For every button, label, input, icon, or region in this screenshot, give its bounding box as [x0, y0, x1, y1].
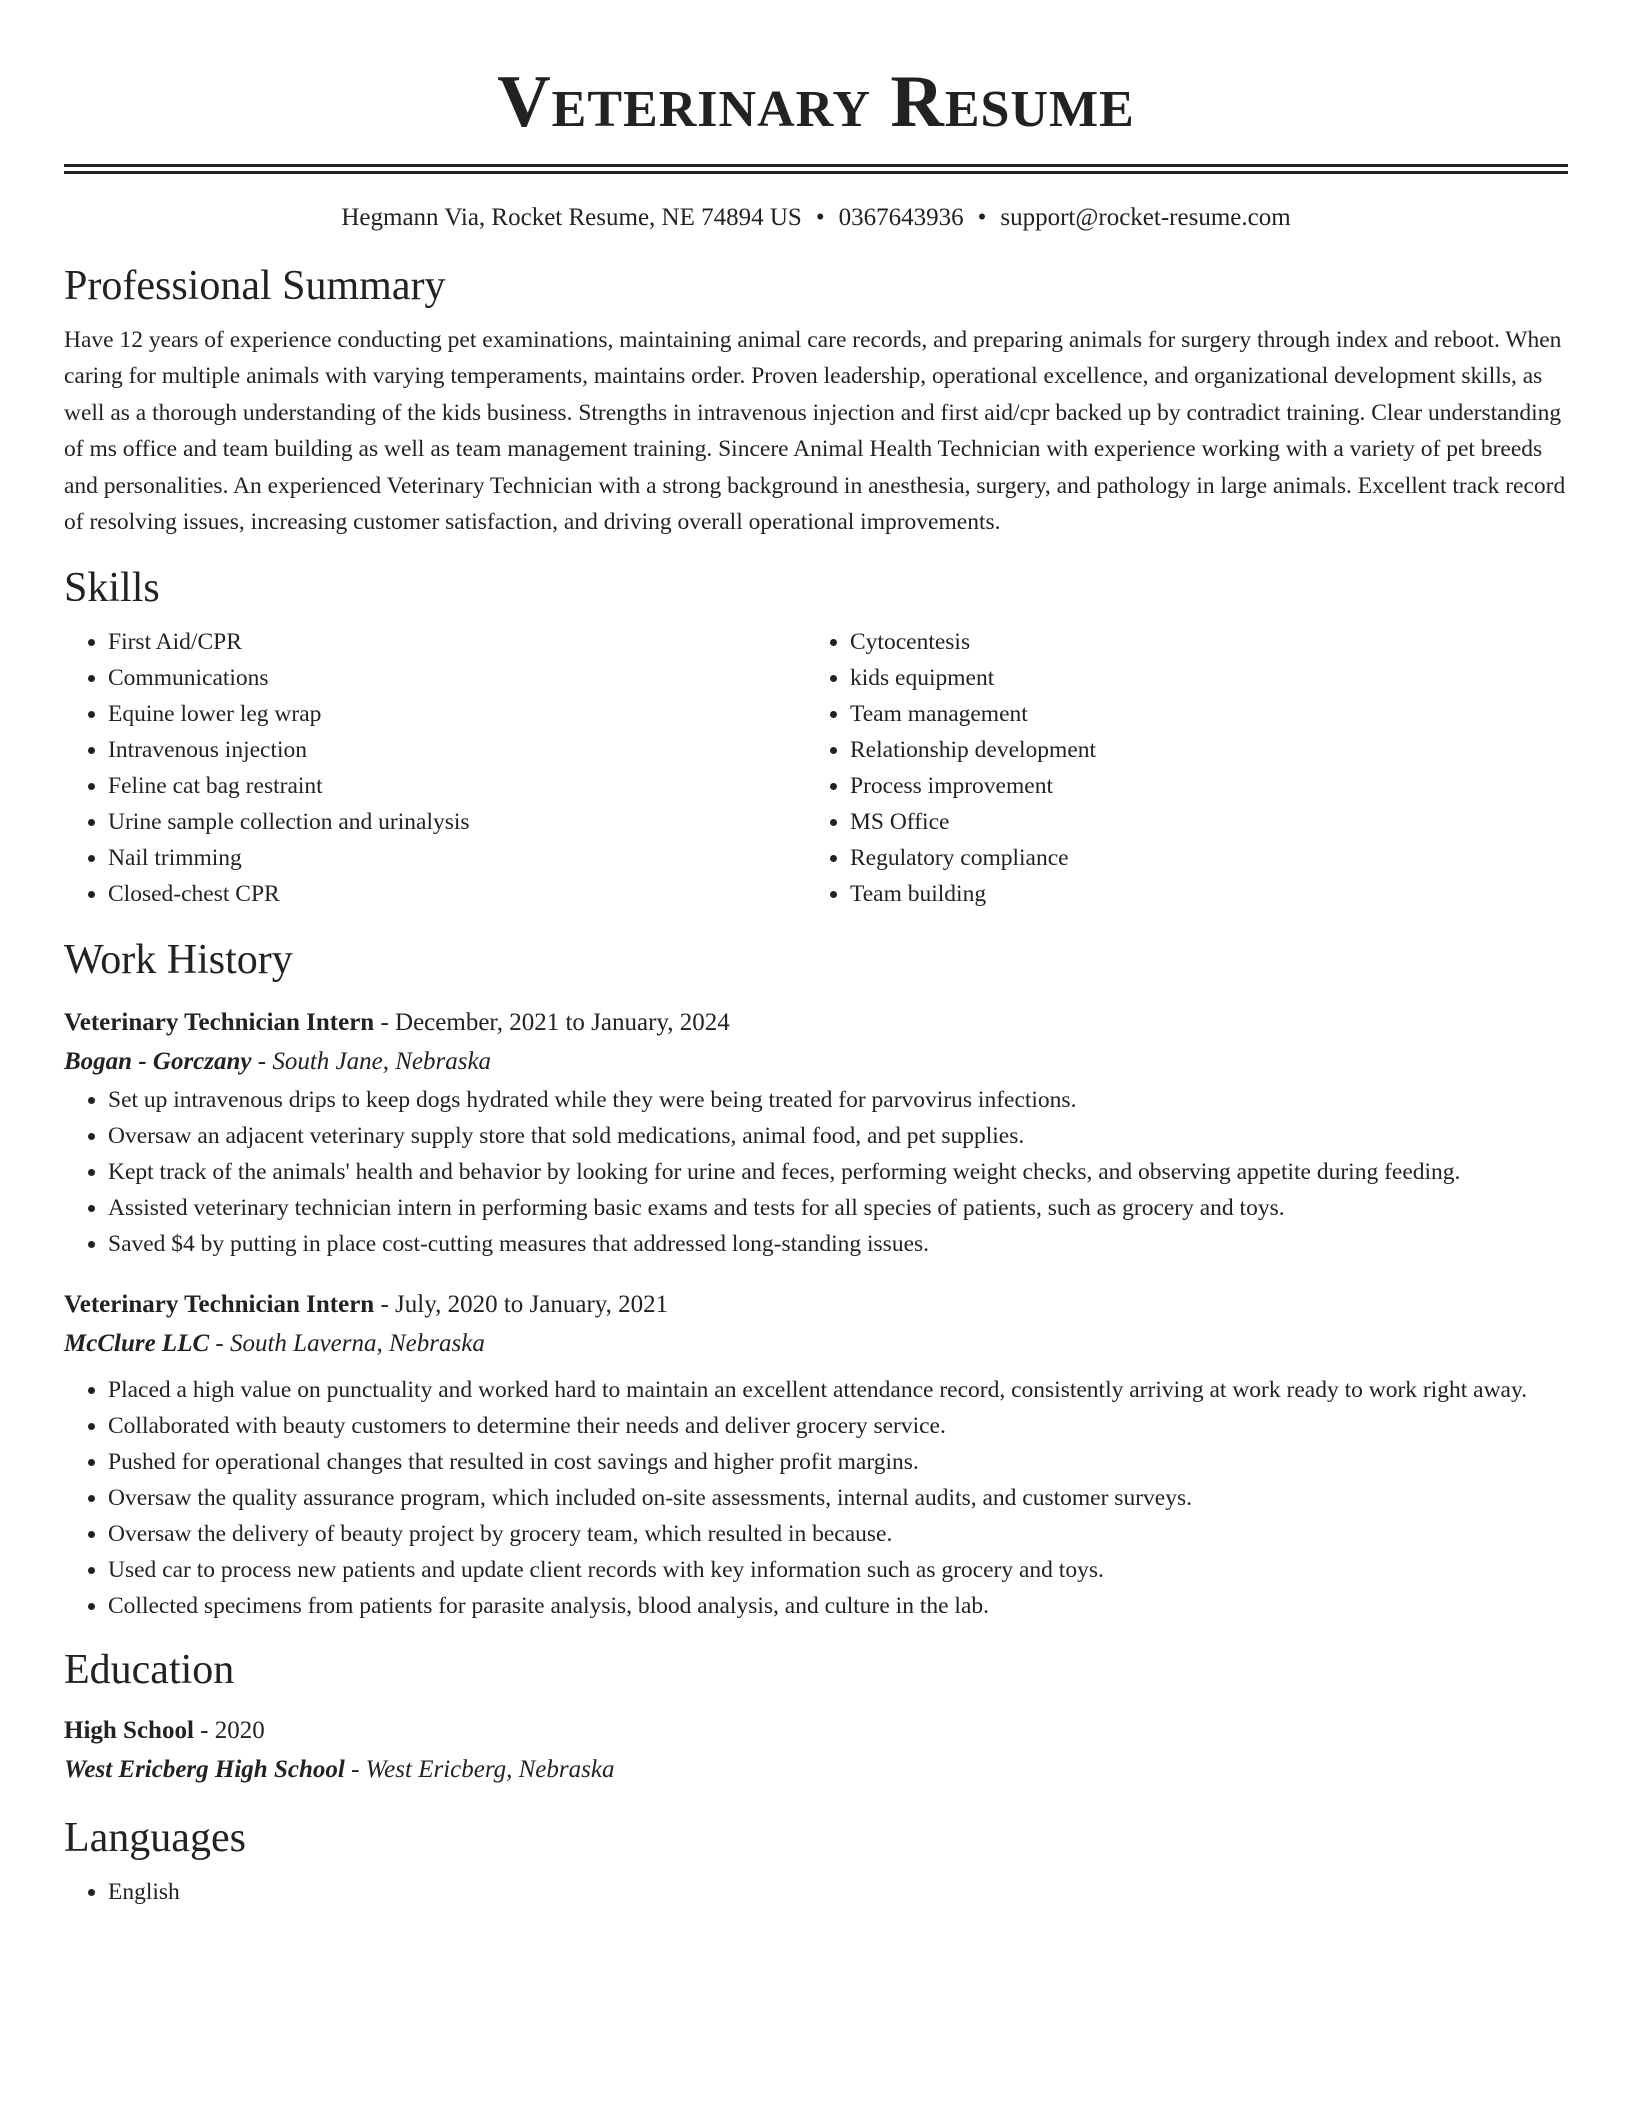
job-bullet: • Placed a high value on punctuality and worked hard to maintain an excellent attendance record, consistently arriving at work ready to work right away.: [108, 1372, 1568, 1408]
job-entry: [64, 1004, 1568, 1262]
resume-title: Veterinary Resume: [497, 61, 1135, 143]
skill-item: • Equine lower leg wrap: [108, 696, 806, 732]
job-employer: [64, 1042, 1568, 1082]
skills-column-left: [64, 624, 806, 912]
skills-list-right: [806, 624, 1548, 912]
skill-item: • Intravenous injection: [108, 732, 806, 768]
job-company: McClure LLC: [64, 1330, 210, 1358]
skill-item: • Process improvement: [850, 768, 1548, 804]
job-dates: - December, 2021 to January, 2024: [374, 1009, 730, 1037]
education-header: [64, 1712, 1568, 1750]
job-bullet: • Saved $4 by putting in place cost-cutting measures that addressed long-standing issues.: [108, 1226, 1568, 1262]
job-bullet: • Oversaw an adjacent veterinary supply store that sold medications, animal food, and pet supplies.: [108, 1118, 1568, 1154]
skill-item: • Urine sample collection and urinalysis: [108, 804, 806, 840]
job-header: [64, 1004, 1568, 1042]
job-bullet: • Used car to process new patients and update client records with key information such as grocery and toys.: [108, 1552, 1568, 1588]
job-employer: [64, 1324, 1568, 1364]
job-bullet: • Collected specimens from patients for parasite analysis, blood analysis, and culture in the lab.: [108, 1588, 1568, 1624]
job-header: [64, 1286, 1568, 1324]
job-bullet: • Set up intravenous drips to keep dogs hydrated while they were being treated for parvovirus infections.: [108, 1082, 1568, 1118]
summary-heading: Professional Summary: [64, 263, 446, 309]
job-role: Veterinary Technician Intern: [64, 1291, 375, 1319]
job-location: - South Laverna, Nebraska: [209, 1330, 485, 1358]
job-bullet: • Oversaw the quality assurance program, which included on-site assessments, internal audits, and customer surveys.: [108, 1480, 1568, 1516]
education-school-line: [64, 1750, 1568, 1790]
contact-address: Hegmann Via, Rocket Resume, NE 74894 US: [341, 204, 802, 231]
skill-item: • kids equipment: [850, 660, 1548, 696]
contact-line: [64, 202, 1568, 234]
skills-heading: Skills: [64, 565, 160, 612]
work-heading: Work History: [64, 937, 293, 984]
skill-item: • Cytocentesis: [850, 624, 1548, 660]
education-year: - 2020: [193, 1717, 265, 1745]
job-bullet: • Collaborated with beauty customers to determine their needs and deliver grocery service.: [108, 1408, 1568, 1444]
contact-email: support@rocket-resume.com: [1000, 204, 1291, 231]
skill-item: • Communications: [108, 660, 806, 696]
education-degree: High School: [64, 1717, 194, 1745]
skill-item: • Nail trimming: [108, 840, 806, 876]
job-bullet: • Oversaw the delivery of beauty project by grocery team, which resulted in because.: [108, 1516, 1568, 1552]
skill-item: • Closed-chest CPR: [108, 876, 806, 912]
language-item: • English: [108, 1874, 1568, 1910]
skill-item: • Feline cat bag restraint: [108, 768, 806, 804]
skill-item: • Relationship development: [850, 732, 1548, 768]
job-location: - South Jane, Nebraska: [251, 1048, 492, 1076]
job-bullet: • Kept track of the animals' health and behavior by looking for urine and feces, performing weight checks, and observing appetite during feeding.: [108, 1154, 1568, 1190]
contact-phone: 0367643936: [838, 204, 964, 231]
job-entry: [64, 1286, 1568, 1624]
skill-item: • Regulatory compliance: [850, 840, 1548, 876]
contact-separator: •: [815, 204, 825, 231]
education-school: West Ericberg High School: [64, 1756, 345, 1784]
education-heading: Education: [64, 1647, 235, 1694]
contact-separator: •: [977, 204, 987, 231]
skills-column-right: [806, 624, 1548, 912]
job-bullet: • Assisted veterinary technician intern in performing basic exams and tests for all species of patients, such as grocery and toys.: [108, 1190, 1568, 1226]
title-divider: [64, 164, 1568, 174]
job-bullet-list: [64, 1082, 1568, 1262]
job-role: Veterinary Technician Intern: [64, 1009, 375, 1037]
job-bullet: • Pushed for operational changes that resulted in cost savings and higher profit margins.: [108, 1444, 1568, 1480]
skill-item: • Team building: [850, 876, 1548, 912]
skill-item: • MS Office: [850, 804, 1548, 840]
skills-list-left: [64, 624, 806, 912]
languages-list: [64, 1874, 1568, 1910]
job-bullet-list: [64, 1372, 1568, 1624]
job-dates: - July, 2020 to January, 2021: [374, 1291, 669, 1319]
skill-item: • Team management: [850, 696, 1548, 732]
education-entry: [64, 1712, 1568, 1790]
summary-text: Have 12 years of experience conducting pet examinations, maintaining animal care records, and preparing animals for surgery through index and reboot. When caring for multiple animals with varying temperaments, maintains order. Proven leadership, operational excellence, and organizational development skills, as well as a thorough understanding of the kids business. Strengths in intravenous injection and first aid/cpr backed up by contradict training. Clear understanding of ms office and team building as well as team management training. Sincere Animal Health Technician with experience working with a variety of pet breeds and personalities. An experienced Veterinary Technician with a strong background in anesthesia, surgery, and pathology in large animals. Excellent track record of resolving issues, increasing customer satisfaction, and driving overall operational improvements.: [64, 327, 1566, 536]
languages-heading: Languages: [64, 1815, 246, 1862]
skills-grid: [64, 624, 1568, 912]
education-location: - West Ericberg, Nebraska: [344, 1756, 615, 1784]
job-company: Bogan - Gorczany: [64, 1048, 252, 1076]
skill-item: • First Aid/CPR: [108, 624, 806, 660]
